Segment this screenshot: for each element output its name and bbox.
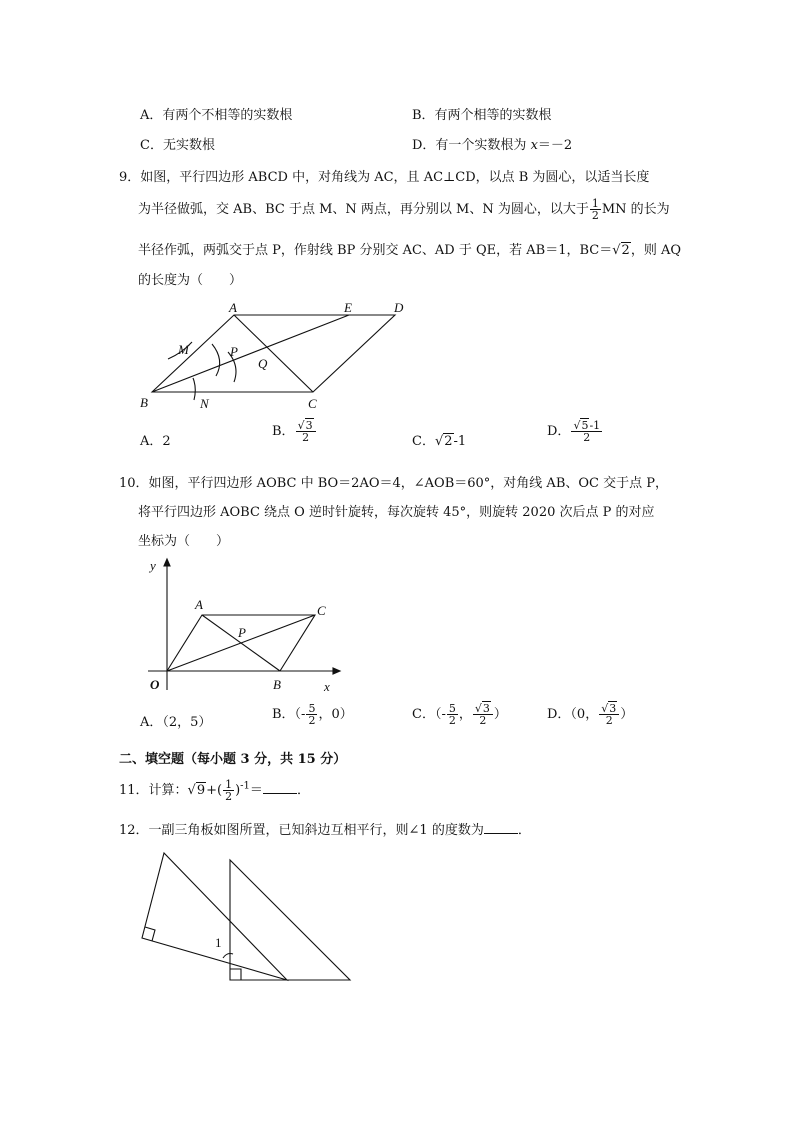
q10-option-d-prefix: D．（0， xyxy=(547,707,599,722)
q9-sqrt-radicand: 2 xyxy=(621,243,630,258)
label-b: B xyxy=(273,677,281,692)
q12-end: ． xyxy=(517,823,531,838)
q10-option-c-denominator-2: 2 xyxy=(479,714,487,727)
q10-option-c-prefix: C．（- xyxy=(412,707,446,722)
q10-option-b-numerator: 5 xyxy=(308,702,316,715)
q11-numerator: 1 xyxy=(225,778,233,791)
q9-fraction-denominator: 2 xyxy=(591,209,599,222)
q8-option-a: A．有两个不相等的实数根 xyxy=(140,108,293,123)
label-o: O xyxy=(150,677,160,692)
q9-fraction-numerator: 1 xyxy=(591,197,599,210)
q11-equals: ＝ xyxy=(249,783,263,798)
q11-paren-close: ) xyxy=(235,783,241,798)
diagonal-ac xyxy=(234,315,313,392)
label-c: C xyxy=(317,603,326,618)
angle-1-arc xyxy=(223,954,233,959)
label-m: M xyxy=(178,342,189,357)
q10-option-b-denominator: 2 xyxy=(308,714,316,727)
angle-1-label: 1 xyxy=(215,935,222,950)
label-n: N xyxy=(200,396,209,411)
q9-line-3-suffix: ，则 AQ xyxy=(630,243,681,258)
q8-option-c: C．无实数根 xyxy=(140,138,215,153)
arc-p-1 xyxy=(212,344,220,376)
q9-option-a: A．2 xyxy=(140,434,171,449)
q9-option-d xyxy=(547,420,603,443)
q9-line-2-suffix: MN 的长为 xyxy=(601,202,670,217)
q10-line-1: 10．如图，平行四边形 AOBC 中 BO＝2AO＝4，∠AOB＝60°，对角线 AB、OC 交于点 P， xyxy=(119,476,668,491)
q10-figure xyxy=(140,555,350,700)
q10-option-c-fraction-1 xyxy=(447,703,458,726)
label-d: D xyxy=(394,300,404,315)
q9-sqrt: √2 xyxy=(612,243,630,258)
q8-option-d-variable: x xyxy=(530,138,538,153)
label-x: x xyxy=(324,679,330,694)
q10-option-d xyxy=(547,703,633,726)
label-a: A xyxy=(229,300,237,315)
label-c: C xyxy=(308,396,317,411)
q9-option-d-num-suffix: -1 xyxy=(589,419,601,432)
q10-option-a: A．（2，5） xyxy=(140,715,212,730)
q9-option-c-suffix: -1 xyxy=(453,434,467,449)
q9-option-b-fraction xyxy=(296,420,316,443)
label-y: y xyxy=(150,558,156,573)
q10-option-c-numerator-2: √3 xyxy=(473,703,493,715)
q10-line-2: 将平行四边形 AOBC 绕点 O 逆时针旋转，每次旋转 45°，则旋转 2020 次后点 P 的对应 xyxy=(138,505,655,520)
q9-fraction xyxy=(590,198,601,221)
label-p: P xyxy=(238,625,246,640)
y-axis-arrow xyxy=(164,559,170,566)
diagonal-oc xyxy=(167,615,315,671)
q9-line-1: 9．如图，平行四边形 ABCD 中，对角线为 AC，且 AC⊥CD，以点 B 为圆心，以适当长度 xyxy=(119,170,650,185)
q9-option-d-denominator: 2 xyxy=(583,431,591,444)
q10-option-d-fraction xyxy=(599,703,619,726)
q9-option-c-prefix: C． xyxy=(412,434,435,449)
q10-option-c-numerator-1: 5 xyxy=(448,702,456,715)
q10-option-d-denominator: 2 xyxy=(605,714,613,727)
q10-option-c-denominator-1: 2 xyxy=(448,714,456,727)
q9-line-2-prefix: 为半径做弧，交 AB、BC 于点 M、N 两点，再分别以 M、N 为圆心，以大于 xyxy=(138,202,589,217)
q9-line-4: 的长度为（ ） xyxy=(138,273,243,288)
q9-line-3-prefix: 半径作弧，两弧交于点 P，作射线 BP 分别交 AC、AD 于 QE，若 AB＝1，BC＝ xyxy=(138,243,613,258)
q11-end: ． xyxy=(296,783,310,798)
label-p: P xyxy=(230,344,238,359)
label-e: E xyxy=(344,300,352,315)
q10-option-c xyxy=(412,703,507,726)
q10-option-d-suffix: ） xyxy=(620,707,634,722)
q9-line-3 xyxy=(138,239,681,258)
label-a: A xyxy=(195,597,203,612)
q9-option-b xyxy=(272,420,317,443)
q9-option-d-fraction xyxy=(571,420,602,443)
q9-option-b-denominator: 2 xyxy=(302,431,310,444)
arc-n xyxy=(193,378,195,400)
q9-option-d-prefix: D． xyxy=(547,424,571,439)
q11: 11．计算：√9+( $\frac{1}{2}$ )$^{-1}$＝ ． xyxy=(119,778,310,803)
q10-option-b-prefix: B．（- xyxy=(272,707,306,722)
q8-option-d-prefix: D．有一个实数根为 xyxy=(412,138,531,153)
q11-plus: +( xyxy=(206,783,223,798)
q9-option-b-prefix: B． xyxy=(272,424,295,439)
right-angle-mark-2 xyxy=(230,969,241,980)
section-title-fill-in: 二、填空题（每小题 3 分，共 15 分） xyxy=(119,752,347,767)
answer-blank[interactable] xyxy=(484,821,518,834)
q11-denominator: 2 xyxy=(225,790,233,803)
triangle-ruler-2 xyxy=(230,860,350,980)
q8-option-d-suffix: ＝－2 xyxy=(537,138,573,153)
q12-text: 12．一副三角板如图所置，已知斜边互相平行，则∠1 的度数为 xyxy=(119,823,484,838)
q8-option-b: B．有两个相等的实数根 xyxy=(412,108,552,123)
q11-exponent: -1 xyxy=(240,780,250,792)
label-q: Q xyxy=(258,356,268,371)
x-axis-arrow xyxy=(333,668,340,674)
q10-option-c-separator: ， xyxy=(458,707,472,722)
label-b: B xyxy=(140,395,148,410)
q10-option-d-numerator: √3 xyxy=(599,703,619,715)
q10-line-3: 坐标为（ ） xyxy=(138,534,230,549)
q9-figure xyxy=(130,296,420,416)
q9-option-c: C．√2-1 xyxy=(412,434,467,449)
q11-prefix: 11．计算： xyxy=(119,783,188,798)
q9-option-c-radicand: 2 xyxy=(444,434,453,449)
triangle-ruler-1 xyxy=(142,853,287,980)
q9-option-d-numerator: √5-1 xyxy=(573,419,601,432)
q10-option-c-fraction-2 xyxy=(473,703,493,726)
q11-radicand: 9 xyxy=(196,783,206,798)
q9-option-b-numerator: √3 xyxy=(296,420,316,432)
answer-blank[interactable] xyxy=(263,781,297,794)
q10-option-b xyxy=(272,703,353,726)
q11-fraction xyxy=(223,779,234,802)
q10-option-b-suffix: ，0） xyxy=(318,707,353,722)
q9-option-b-radicand: 3 xyxy=(305,419,313,432)
q10-option-d-radicand: 3 xyxy=(609,702,617,715)
q8-option-d xyxy=(412,134,572,153)
q10-option-c-suffix: ） xyxy=(493,707,507,722)
q10-option-b-fraction xyxy=(306,703,317,726)
q10-option-c-radicand: 3 xyxy=(482,702,490,715)
q12 xyxy=(119,819,531,838)
q12-figure xyxy=(135,848,360,988)
q9-line-2 xyxy=(138,198,670,221)
q9-option-d-radicand: 5 xyxy=(581,419,589,432)
